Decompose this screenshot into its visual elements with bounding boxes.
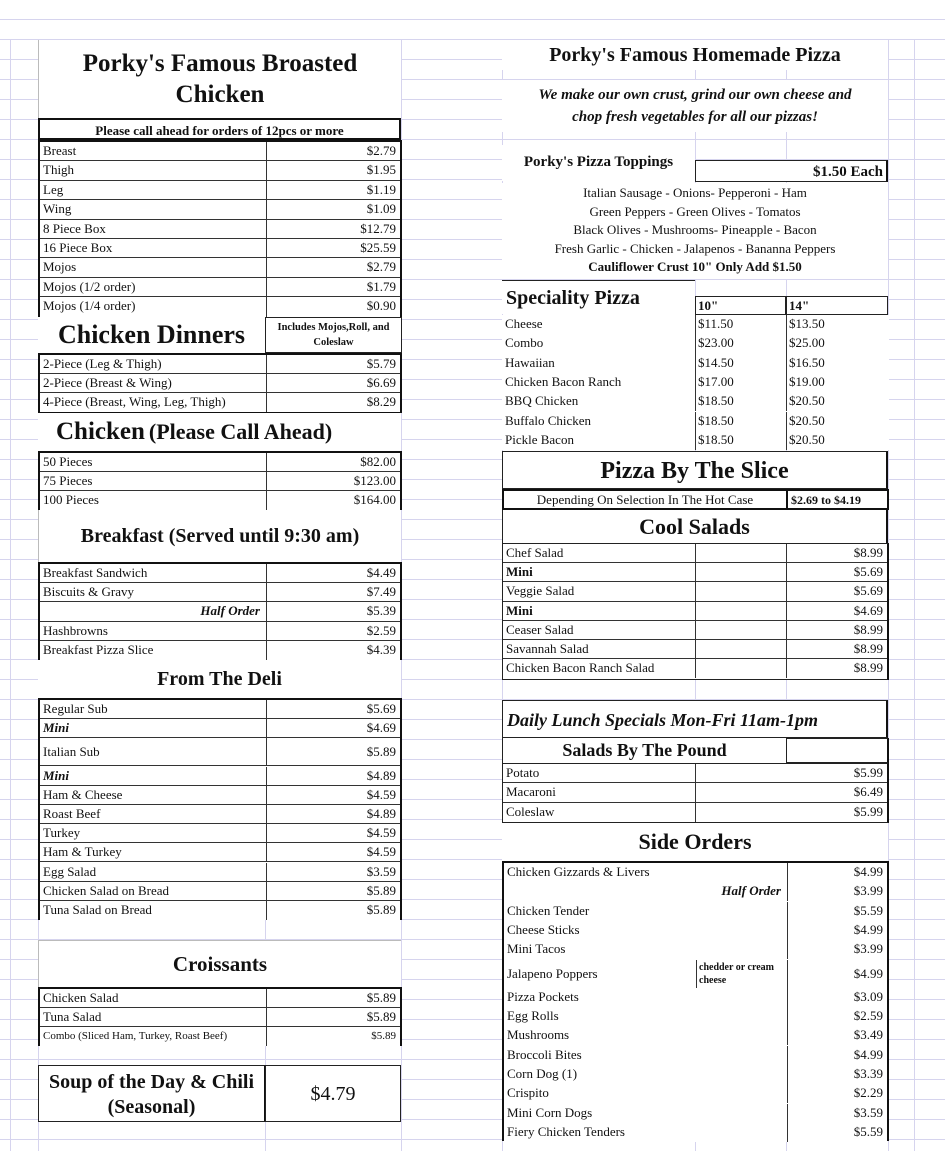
side-row	[504, 882, 887, 901]
menu-row	[40, 641, 400, 660]
item-name: Fiery Chicken Tenders	[507, 1123, 625, 1139]
side-row	[504, 988, 887, 1007]
side-row	[504, 1007, 887, 1026]
dinners-note-line1: Includes Mojos,Roll, and	[277, 322, 390, 333]
item-price: $3.99	[853, 883, 883, 899]
menu-row	[40, 1008, 400, 1027]
item-name: Mini	[43, 767, 70, 783]
soup-title-line1: Soup of the Day & Chili	[48, 1071, 255, 1093]
price-14: $25.00	[789, 335, 825, 351]
item-name: Buffalo Chicken	[505, 412, 592, 428]
item-name: Chicken Bacon Ranch	[505, 373, 622, 389]
item-price: $8.29	[366, 394, 396, 409]
item-name: Chicken Salad	[43, 990, 119, 1005]
menu-row	[40, 142, 400, 161]
item-name: Pickle Bacon	[505, 431, 574, 447]
dinners-table	[38, 353, 402, 413]
price-14: $13.50	[789, 316, 825, 331]
sides-title	[502, 823, 888, 861]
pound-table	[502, 763, 889, 823]
item-price: $12.79	[360, 220, 396, 236]
item-name: Veggie Salad	[506, 583, 575, 599]
item-price: $6.49	[853, 784, 883, 800]
salad-row	[503, 621, 887, 640]
item-name: 2-Piece (Breast & Wing)	[43, 375, 172, 390]
item-name: 100 Pieces	[43, 492, 99, 507]
item-name: Ham & Cheese	[43, 786, 123, 802]
item-price: $5.89	[366, 882, 396, 898]
dinners-note	[265, 317, 402, 353]
soup-title-line2: (Seasonal)	[107, 1096, 196, 1118]
item-price: $3.59	[853, 1104, 883, 1120]
slice-price: $2.69 to $4.19	[791, 493, 861, 507]
item-name: Half Order	[200, 603, 260, 619]
pound-title	[502, 738, 786, 763]
soup-price-text: $4.79	[310, 1083, 356, 1105]
topping-line: Green Peppers - Green Olives - Tomatos	[589, 203, 801, 219]
item-price: $3.59	[366, 863, 396, 879]
item-name: Cheese Sticks	[507, 921, 580, 937]
salads-table	[502, 543, 889, 680]
item-name: Egg Salad	[43, 863, 97, 879]
specialty-row	[502, 315, 889, 334]
item-name: Mini Tacos	[507, 941, 566, 957]
menu-row	[40, 472, 400, 491]
specialty-row	[502, 373, 889, 392]
item-price: $5.89	[366, 902, 396, 917]
menu-row	[40, 786, 400, 805]
broasted-title	[38, 40, 401, 118]
item-price: $3.99	[853, 941, 883, 957]
price-14: $20.50	[789, 412, 825, 428]
item-name: Ham & Turkey	[43, 844, 122, 860]
item-name: Mini Corn Dogs	[507, 1104, 593, 1120]
item-name: 4-Piece (Breast, Wing, Leg, Thigh)	[43, 394, 226, 409]
item-name: Egg Rolls	[507, 1008, 559, 1024]
menu-row	[40, 491, 400, 510]
item-price: $5.39	[366, 603, 396, 619]
item-price: $5.99	[853, 803, 883, 819]
lunch-title-text: Daily Lunch Specials Mon-Fri 11am-1pm	[507, 710, 819, 730]
item-name: Roast Beef	[43, 806, 101, 821]
salad-row	[503, 659, 887, 678]
item-name: Mojos (1/4 order)	[43, 298, 136, 314]
side-row	[504, 1026, 887, 1045]
menu-row	[40, 355, 400, 374]
item-price: $2.79	[366, 259, 396, 275]
item-name: Regular Sub	[43, 701, 108, 716]
slice-title	[502, 451, 888, 489]
price-10: $17.00	[698, 373, 734, 389]
item-name: Mini	[506, 602, 533, 618]
item-name: Hashbrowns	[43, 622, 108, 638]
item-price: $5.69	[853, 564, 883, 580]
price-10: $23.00	[698, 335, 734, 351]
item-name: Tuna Salad on Bread	[43, 902, 152, 917]
side-row	[504, 902, 887, 921]
price-10: $14.50	[698, 354, 734, 370]
side-row	[504, 1065, 887, 1084]
item-price: $4.59	[366, 825, 396, 841]
item-name: Mini	[506, 564, 533, 580]
item-name: Thigh	[43, 162, 75, 178]
item-price: $2.79	[366, 143, 396, 158]
item-name: 75 Pieces	[43, 473, 93, 488]
item-price: $1.95	[366, 162, 396, 178]
item-name: Hawaiian	[505, 354, 555, 370]
breakfast-title-text: Breakfast (Served until 9:30 am)	[80, 525, 360, 547]
side-row	[504, 1104, 887, 1123]
breakfast-title	[38, 510, 401, 562]
menu-row	[40, 181, 400, 200]
pizza-tagline-line2: chop fresh vegetables for all our pizzas!	[572, 109, 818, 125]
pound-title-text: Salads By The Pound	[562, 740, 727, 760]
pizza-title-text: Porky's Famous Homemade Pizza	[549, 44, 841, 66]
item-name: Chef Salad	[506, 545, 564, 560]
toppings-price	[695, 160, 888, 182]
cauliflower-crust-note: Cauliflower Crust 10" Only Add $1.50	[588, 259, 802, 275]
item-name: 16 Piece Box	[43, 240, 113, 255]
croissants-table	[38, 987, 402, 1046]
bulk-table	[38, 451, 402, 510]
menu-row	[40, 258, 400, 277]
item-price: $4.99	[853, 1046, 883, 1062]
menu-row	[40, 805, 400, 824]
item-price: $8.99	[853, 621, 883, 637]
specialty-col-10	[695, 296, 786, 315]
menu-row	[40, 200, 400, 219]
item-name: 2-Piece (Leg & Thigh)	[43, 356, 162, 371]
item-name: Mojos	[43, 259, 77, 275]
deli-table	[38, 698, 402, 920]
topping-line: Fresh Garlic - Chicken - Jalapenos - Bananna Peppers	[554, 240, 836, 256]
item-price: $3.09	[853, 988, 883, 1004]
item-price: $5.69	[366, 701, 396, 716]
menu-row	[40, 278, 400, 297]
menu-row	[40, 374, 400, 393]
toppings-list	[502, 183, 888, 279]
item-price: $25.59	[360, 240, 396, 255]
price-14: $16.50	[789, 354, 825, 370]
item-price: $4.49	[366, 565, 396, 580]
salad-row	[503, 563, 887, 582]
toppings-price-text: $1.50 Each	[812, 164, 883, 180]
item-price: $1.19	[366, 181, 396, 197]
menu-row	[40, 824, 400, 843]
specialty-col-14-text: 14"	[789, 298, 810, 313]
item-name: Crispito	[507, 1085, 549, 1101]
item-name: Turkey	[43, 825, 81, 841]
specialty-col-14	[786, 296, 888, 315]
item-name: Ceaser Salad	[506, 621, 574, 637]
item-price: $3.39	[853, 1066, 883, 1081]
salad-row	[503, 602, 887, 621]
deli-title-text: From The Deli	[157, 668, 282, 690]
salads-title	[502, 510, 888, 543]
item-price: $5.79	[366, 356, 396, 371]
price-10: $18.50	[698, 412, 734, 428]
bulk-title-sub: (Please Call Ahead)	[148, 419, 333, 444]
menu-row	[40, 393, 400, 412]
croissants-title-text: Croissants	[172, 952, 268, 976]
specialty-row	[502, 431, 889, 450]
specialty-title	[502, 280, 695, 314]
pound-row	[503, 764, 887, 783]
pizza-title	[502, 40, 888, 70]
menu-row	[40, 767, 400, 786]
item-price: $6.69	[366, 375, 396, 390]
item-price: $4.69	[853, 602, 883, 618]
specialty-table	[502, 315, 889, 450]
item-name: Chicken Gizzards & Livers	[507, 864, 650, 879]
item-price: $4.99	[853, 864, 883, 879]
side-row	[504, 940, 887, 959]
toppings-label	[502, 145, 695, 181]
soup-title	[38, 1065, 266, 1122]
menu-row	[40, 583, 400, 602]
price-14: $19.00	[789, 373, 825, 389]
item-price: $123.00	[353, 473, 396, 488]
pound-row	[503, 803, 887, 822]
item-name: Pizza Pockets	[507, 988, 579, 1004]
topping-line: Black Olives - Mushrooms- Pineapple - Bacon	[573, 222, 817, 238]
item-price: $7.49	[366, 584, 396, 600]
price-10: $18.50	[698, 431, 734, 447]
item-price: $2.59	[853, 1008, 883, 1024]
item-price: $4.89	[366, 806, 396, 821]
item-name: Chicken Bacon Ranch Salad	[506, 660, 655, 676]
item-name: Combo	[505, 335, 544, 351]
breakfast-table	[38, 562, 402, 660]
item-price: $5.89	[366, 990, 396, 1005]
item-price: $5.89	[366, 1009, 396, 1024]
item-price: $4.39	[366, 641, 396, 657]
menu-row	[40, 622, 400, 641]
dinners-title-text: Chicken Dinners	[57, 320, 246, 349]
broasted-table	[38, 140, 402, 317]
side-row	[504, 1084, 887, 1103]
salad-row	[503, 640, 887, 659]
specialty-row	[502, 392, 889, 411]
item-name: Jalapeno Poppers	[507, 965, 598, 981]
item-name: Combo (Sliced Ham, Turkey, Roast Beef)	[43, 1030, 228, 1042]
jalapeno-note	[699, 961, 774, 987]
pound-title-spacer	[786, 738, 889, 763]
broasted-title-line1: Porky's Famous Broasted	[82, 50, 358, 77]
side-row	[504, 1123, 887, 1142]
side-row	[504, 1046, 887, 1065]
item-price: $1.09	[366, 201, 396, 217]
item-name: Corn Dog (1)	[507, 1066, 578, 1081]
side-row	[504, 960, 887, 988]
lunch-title	[502, 700, 888, 738]
broasted-note-text: Please call ahead for orders of 12pcs or more	[95, 123, 344, 138]
topping-line: Italian Sausage - Onions- Pepperoni - Ham	[583, 185, 807, 200]
item-price: $0.90	[366, 298, 396, 314]
item-name: Chicken Salad on Bread	[43, 882, 169, 898]
item-price: $1.79	[366, 278, 396, 294]
item-name: Leg	[43, 181, 64, 197]
item-price: $4.59	[366, 844, 396, 860]
item-price: $4.59	[366, 786, 396, 802]
item-price: $164.00	[353, 492, 396, 507]
menu-row	[40, 161, 400, 180]
price-10: $11.50	[698, 316, 734, 331]
side-row	[504, 863, 887, 882]
item-name: Potato	[506, 765, 540, 780]
bulk-title	[38, 413, 401, 451]
item-name: 8 Piece Box	[43, 220, 106, 236]
item-price: $4.69	[366, 720, 396, 736]
salad-row	[503, 582, 887, 601]
item-name: Coleslaw	[506, 803, 555, 819]
menu-row	[40, 719, 400, 738]
dinners-note-line2: Coleslaw	[313, 337, 354, 348]
broasted-title-line2: Chicken	[175, 81, 265, 108]
bulk-title-main: Chicken	[56, 418, 145, 445]
item-name: Breakfast Pizza Slice	[43, 641, 154, 657]
menu-row	[40, 564, 400, 583]
item-price: $82.00	[360, 454, 396, 469]
menu-row	[40, 843, 400, 862]
item-name: Chicken Tender	[507, 902, 590, 918]
menu-row	[40, 239, 400, 258]
menu-row	[40, 297, 400, 316]
pound-row	[503, 783, 887, 802]
specialty-row	[502, 412, 889, 431]
menu-row	[40, 989, 400, 1008]
item-name: Cheese	[505, 316, 543, 331]
price-14: $20.50	[789, 393, 825, 409]
slice-title-text: Pizza By The Slice	[600, 458, 789, 484]
dinners-title	[38, 317, 265, 353]
side-row	[504, 921, 887, 940]
item-price: $5.59	[853, 1123, 883, 1139]
specialty-row	[502, 334, 889, 353]
item-price: $2.29	[853, 1085, 883, 1101]
slice-note: Depending On Selection In The Hot Case	[536, 492, 754, 507]
item-name: Mojos (1/2 order)	[43, 278, 136, 294]
item-name: Mushrooms	[507, 1027, 570, 1043]
menu-row	[40, 882, 400, 901]
soup-price	[265, 1065, 401, 1122]
salads-title-text: Cool Salads	[639, 514, 750, 539]
item-name: Breast	[43, 143, 77, 158]
broasted-note	[38, 118, 401, 140]
menu-row	[40, 220, 400, 239]
item-price: $5.59	[853, 902, 883, 918]
item-name: Macaroni	[506, 784, 556, 800]
toppings-label-text: Porky's Pizza Toppings	[523, 154, 674, 170]
salad-row	[503, 544, 887, 563]
item-name: Biscuits & Gravy	[43, 584, 134, 600]
item-price: $4.89	[366, 767, 396, 783]
price-10: $18.50	[698, 393, 734, 409]
slice-row	[502, 489, 889, 510]
item-price: $8.99	[853, 660, 883, 676]
croissants-title	[38, 940, 401, 987]
item-name: Broccoli Bites	[507, 1046, 582, 1062]
menu-row	[40, 1027, 400, 1046]
specialty-col-10-text: 10"	[698, 298, 719, 313]
item-name: 50 Pieces	[43, 454, 93, 469]
item-price: $3.49	[853, 1027, 883, 1043]
sides-title-text: Side Orders	[638, 829, 752, 854]
item-name: Breakfast Sandwich	[43, 565, 148, 580]
item-name: Wing	[43, 201, 72, 217]
item-price: $4.99	[853, 965, 883, 981]
deli-title	[38, 660, 401, 698]
sides-table	[502, 861, 889, 1141]
item-name: Mini	[43, 720, 70, 736]
item-name: BBQ Chicken	[505, 393, 579, 409]
price-14: $20.50	[789, 431, 825, 447]
item-name: Savannah Salad	[506, 641, 589, 656]
menu-row	[40, 901, 400, 920]
item-price: $5.99	[853, 765, 883, 780]
jalapeno-note-line1: chedder or cream	[699, 961, 774, 973]
item-price: $5.89	[371, 1030, 396, 1042]
item-price: $2.59	[366, 622, 396, 638]
item-price: $8.99	[853, 641, 883, 656]
menu-row	[40, 863, 400, 882]
item-name: Tuna Salad	[43, 1009, 102, 1024]
menu-row	[40, 602, 400, 621]
item-price: $4.99	[853, 921, 883, 937]
item-name: Half Order	[721, 883, 781, 899]
item-price: $5.69	[853, 583, 883, 599]
menu-row	[40, 453, 400, 472]
pizza-tagline-line1: We make our own crust, grind our own cheese and	[538, 87, 852, 103]
pizza-tagline	[502, 80, 888, 132]
menu-row	[40, 700, 400, 719]
menu-row	[40, 738, 400, 766]
item-name: Italian Sub	[43, 744, 100, 760]
jalapeno-note-line2: cheese	[699, 974, 727, 986]
specialty-title-text: Speciality Pizza	[506, 287, 640, 309]
item-price: $8.99	[853, 545, 883, 560]
specialty-row	[502, 354, 889, 373]
item-price: $5.89	[366, 744, 396, 760]
